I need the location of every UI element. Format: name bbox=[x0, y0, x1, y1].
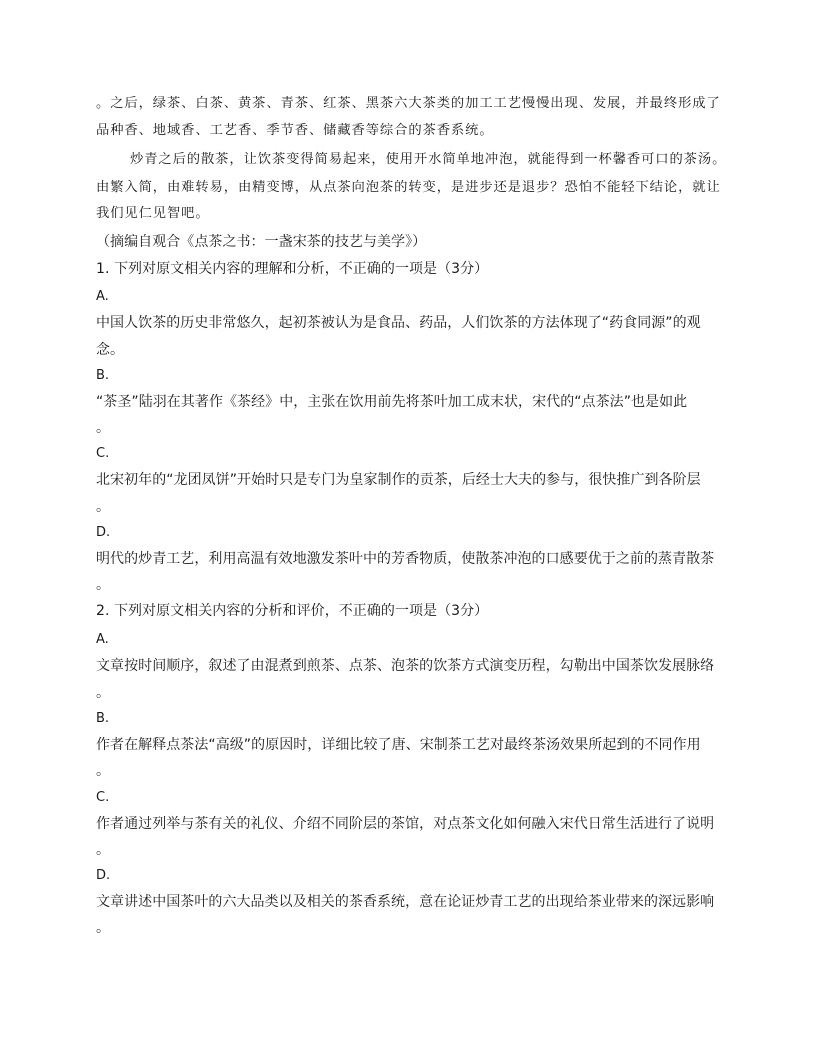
option-text: “茶圣”陆羽在其著作《茶经》中，主张在饮用前先将茶叶加工成末状，宋代的“点茶法”也是如此 bbox=[96, 394, 688, 410]
option-text: 中国人饮茶的历史非常悠久，起初茶被认为是食品、药品，人们饮茶的方法体现了“药食同源”的观 bbox=[96, 315, 701, 331]
option-text: 。 bbox=[96, 499, 111, 515]
option-text: 文章讲述中国茶叶的六大品类以及相关的茶香系统，意在论证炒青工艺的出现给茶业带来的深远影响 bbox=[96, 894, 715, 910]
option-text: 。 bbox=[96, 763, 111, 779]
passage-line: 我们见仁见智吧。 bbox=[96, 206, 210, 221]
question-1-stem: 1. 下列对原文相关内容的理解和分析，不正确的一项是（3分） bbox=[96, 261, 489, 277]
option-label: A. bbox=[96, 632, 109, 647]
option-text: 。 bbox=[96, 920, 111, 936]
option-text: 。 bbox=[96, 420, 111, 436]
option-text: 。 bbox=[96, 842, 111, 858]
option-label: C. bbox=[96, 790, 110, 805]
passage-line: 。之后，绿茶、白茶、黄茶、青茶、红茶、黑茶六大茶类的加工工艺慢慢出现、发展，并最终形成了 bbox=[96, 96, 721, 111]
option-label: B. bbox=[96, 711, 110, 726]
option-label: D. bbox=[96, 525, 111, 540]
option-text: 明代的炒青工艺，利用高温有效地激发茶叶中的芳香物质，使散茶冲泡的口感要优于之前的蒸青散茶 bbox=[96, 551, 715, 567]
option-label: B. bbox=[96, 368, 110, 383]
option-text: 念。 bbox=[96, 342, 125, 358]
passage-line: 炒青之后的散茶，让饮茶变得简易起来，使用开水简单地冲泡，就能得到一杯馨香可口的茶汤。 bbox=[130, 152, 727, 167]
source-citation: （摘编自观合《点茶之书：一盏宋茶的技艺与美学》） bbox=[96, 234, 427, 250]
passage-line: 由繁入简，由难转易，由精变博，从点茶向泡茶的转变，是进步还是退步？恐怕不能轻下结论，就让 bbox=[96, 180, 721, 195]
question-2-stem: 2. 下列对原文相关内容的分析和评价，不正确的一项是（3分） bbox=[96, 603, 489, 619]
option-text: 文章按时间顺序，叙述了由混煮到煎茶、点茶、泡茶的饮茶方式演变历程，勾勒出中国茶饮发展脉络 bbox=[96, 658, 715, 674]
option-label: D. bbox=[96, 868, 111, 883]
option-text: 北宋初年的“龙团凤饼”开始时只是专门为皇家制作的贡茶，后经士大夫的参与，很快推广到各阶层 bbox=[96, 472, 701, 488]
option-text: 。 bbox=[96, 577, 111, 593]
option-text: 作者在解释点茶法“高级”的原因时，详细比较了唐、宋制茶工艺对最终茶汤效果所起到的不同作用 bbox=[96, 737, 701, 753]
option-label: A. bbox=[96, 289, 109, 304]
option-label: C. bbox=[96, 446, 110, 461]
option-text: 作者通过列举与茶有关的礼仪、介绍不同阶层的茶馆，对点茶文化如何融入宋代日常生活进行了说明 bbox=[96, 816, 715, 832]
option-text: 。 bbox=[96, 685, 111, 701]
passage-line: 品种香、地域香、工艺香、季节香、储藏香等综合的茶香系统。 bbox=[96, 123, 494, 138]
